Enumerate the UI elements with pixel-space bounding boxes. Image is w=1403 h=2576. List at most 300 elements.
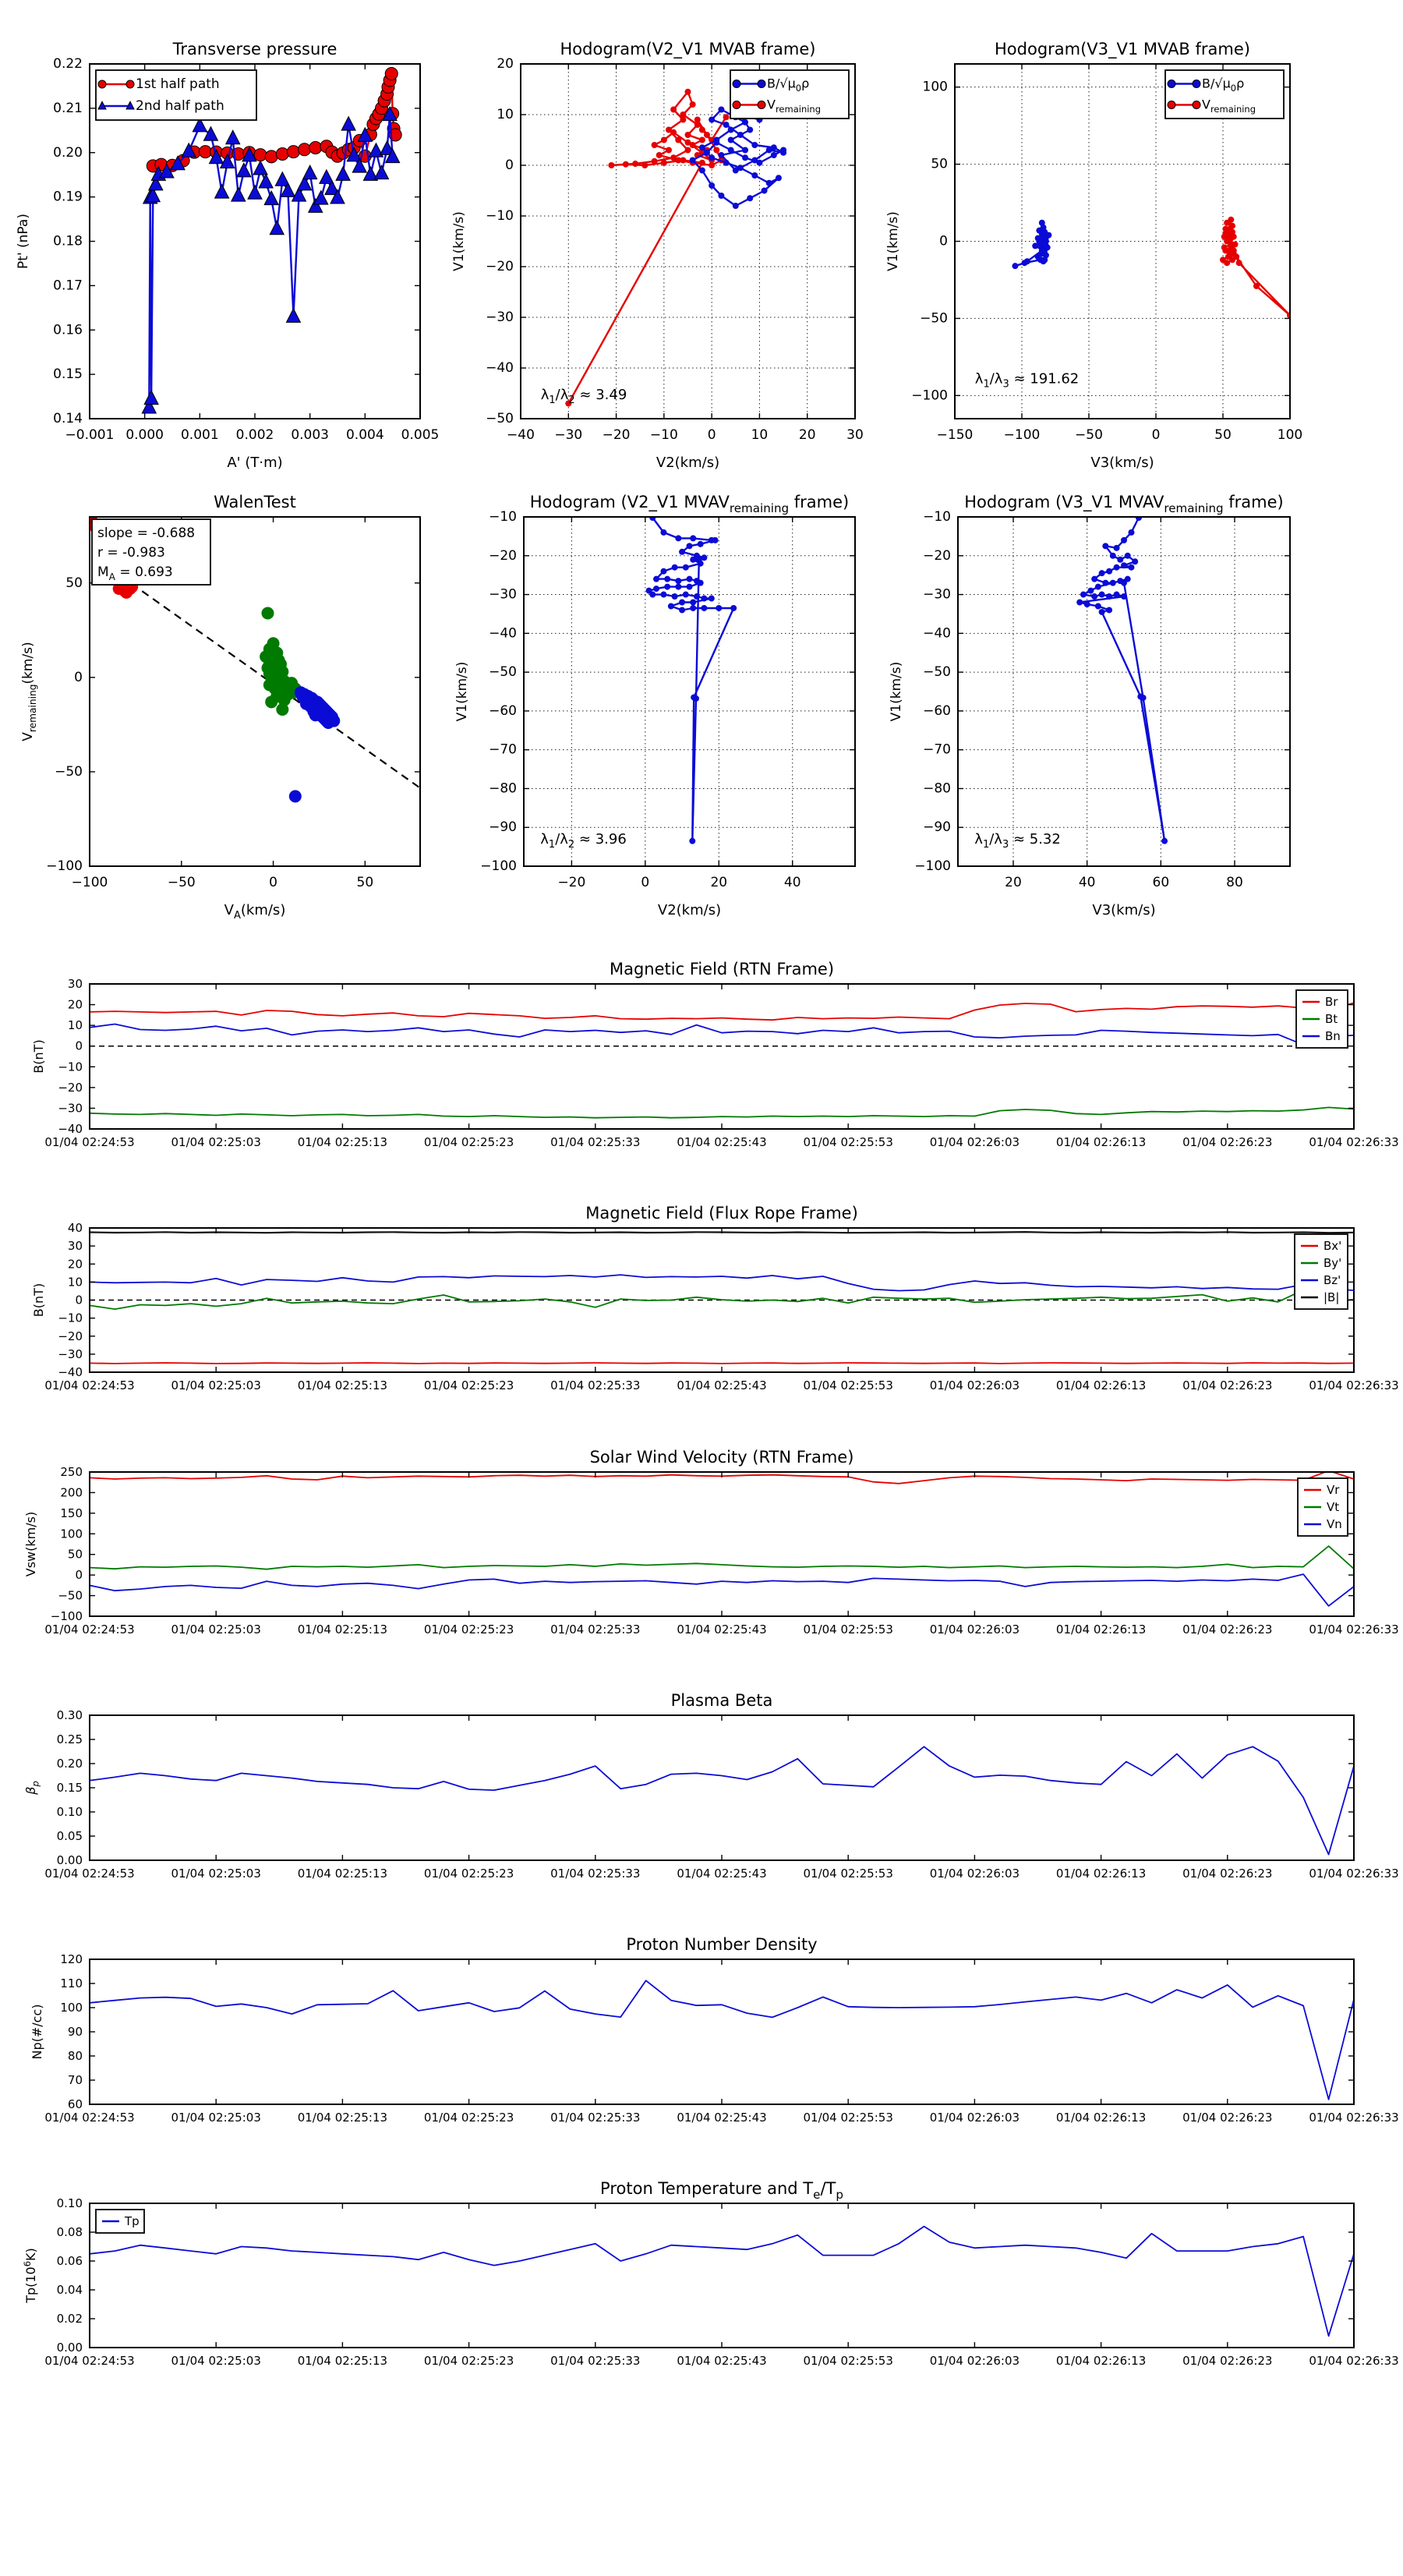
x-tick-label: 01/04 02:26:23: [1182, 1867, 1273, 1881]
y-axis-label: V1(km/s): [451, 211, 467, 271]
chart-proton-number-density-plot-area: [90, 1980, 1354, 2100]
x-axis-label: V3(km/s): [1092, 902, 1156, 918]
y-tick-label: 0.08: [56, 2225, 83, 2239]
x-tick-label: 01/04 02:26:13: [1055, 1867, 1147, 1881]
y-tick-label: −100: [480, 858, 517, 874]
x-tick-label: 01/04 02:26:13: [1055, 1378, 1147, 1392]
axes-frame: [90, 984, 1354, 1129]
chart-transverse-pressure-legend: [96, 70, 256, 120]
x-tick-label: 01/04 02:25:53: [803, 1867, 893, 1881]
x-tick-label: 01/04 02:26:23: [1182, 1378, 1273, 1392]
y-tick-label: −40: [58, 1365, 83, 1379]
series-beta-p: [90, 1746, 1354, 1854]
y-axis-label: $Tp(10^6K)$: [21, 2248, 38, 2303]
stats-textbox-line: r = -0.983: [97, 545, 165, 561]
chart-magnetic-field-fluxrope-legend: [1295, 1234, 1348, 1309]
x-tick-label: 01/04 02:26:23: [1182, 2111, 1273, 2125]
x-tick-label: 01/04 02:25:03: [171, 2111, 261, 2125]
y-tick-label: 0.04: [56, 2283, 83, 2297]
y-tick-label: 60: [67, 2097, 83, 2111]
y-tick-label: −50: [58, 1588, 83, 1603]
y-tick-label: 0: [75, 1568, 83, 1583]
chart-hodogram-v2v1-mvab-legend: [730, 70, 849, 119]
series-v-trajectory: [649, 518, 734, 841]
y-tick-label: 50: [65, 575, 83, 591]
chart-title: Proton Number Density: [626, 1935, 818, 1954]
chart-title: Proton Temperature and $T_e/T_p$: [600, 2179, 843, 2202]
y-tick-label: −50: [55, 763, 83, 780]
y-tick-label: 0.19: [53, 189, 83, 205]
x-tick-label: 01/04 02:26:23: [1182, 2354, 1273, 2368]
chart-solar-wind-velocity: [23, 1448, 1399, 1637]
y-tick-label: 0.16: [53, 322, 83, 338]
y-tick-label: −40: [923, 625, 951, 642]
y-tick-label: 0.22: [53, 56, 83, 72]
y-tick-label: 30: [67, 977, 83, 991]
x-tick-label: 40: [1078, 875, 1096, 890]
y-tick-label: 50: [67, 1547, 83, 1562]
chart-magnetic-field-rtn-legend: [1296, 990, 1348, 1048]
y-axis-label: $\beta_p$: [23, 1781, 41, 1795]
x-tick-label: 01/04 02:25:43: [677, 1867, 767, 1881]
chart-hodogram-v3v1-mvav-plot-area: [1076, 515, 1168, 844]
legend-label: Bz': [1323, 1273, 1341, 1287]
y-axis-label: Np(#/cc): [30, 2004, 44, 2060]
chart-title: Solar Wind Velocity (RTN Frame): [589, 1448, 854, 1467]
markers-v-trajectory: [646, 515, 737, 844]
y-tick-label: −10: [923, 509, 951, 525]
x-tick-label: −100: [71, 875, 108, 890]
chart-solar-wind-velocity-legend: [1298, 1478, 1348, 1536]
x-tick-label: 01/04 02:25:53: [803, 2354, 893, 2368]
x-tick-label: 01/04 02:26:13: [1055, 1622, 1147, 1637]
chart-plasma-beta-axes-ticks: [44, 1708, 1398, 1881]
y-tick-label: 0.10: [56, 1805, 83, 1819]
y-tick-label: 20: [497, 56, 514, 72]
legend-label: 2nd half path: [136, 98, 224, 114]
y-tick-label: 0.18: [53, 233, 83, 249]
y-tick-label: −80: [923, 780, 951, 797]
chart-solar-wind-velocity-plot-area: [90, 1470, 1354, 1605]
y-tick-label: 0.20: [53, 144, 83, 161]
x-tick-label: 01/04 02:26:33: [1309, 1378, 1399, 1392]
y-tick-label: 120: [60, 1952, 83, 1966]
chart-title: Hodogram (V2_V1 $MVAV_{remaining}$ frame): [529, 493, 850, 515]
y-tick-label: 0.05: [56, 1829, 83, 1843]
axes-frame: [90, 1715, 1354, 1860]
y-tick-label: −100: [911, 387, 948, 404]
series-bx-prime: [90, 1363, 1354, 1364]
x-tick-label: 80: [1226, 875, 1243, 890]
y-tick-label: 0.02: [56, 2312, 83, 2326]
x-tick-label: 01/04 02:26:03: [929, 1135, 1020, 1149]
y-tick-label: −100: [50, 1609, 83, 1623]
x-tick-label: 01/04 02:25:43: [677, 1135, 767, 1149]
series-fit-line: [99, 561, 420, 788]
x-tick-label: 20: [710, 875, 728, 890]
y-tick-label: 30: [67, 1239, 83, 1254]
legend-label: Bt: [1325, 1012, 1338, 1026]
y-tick-label: 0.15: [56, 1781, 83, 1795]
x-tick-label: 01/04 02:26:23: [1182, 1135, 1273, 1149]
y-axis-label: Pt' (nPa): [16, 214, 31, 269]
annotation: $\lambda_1/\lambda_3 \approx 191.62$: [974, 370, 1080, 391]
x-tick-label: 01/04 02:24:53: [44, 1622, 135, 1637]
x-tick-label: 0.001: [180, 427, 219, 443]
legend-label: Vt: [1327, 1500, 1340, 1514]
x-tick-label: 01/04 02:25:13: [297, 1378, 388, 1392]
y-tick-label: 50: [931, 156, 948, 172]
y-tick-label: 0: [939, 233, 948, 249]
chart-magnetic-field-rtn-plot-area: [90, 1003, 1354, 1117]
annotation: $\lambda_1/\lambda_2 \approx 3.49$: [540, 386, 627, 406]
y-tick-label: −80: [489, 780, 517, 797]
y-axis-label: V1(km/s): [454, 661, 470, 722]
x-tick-label: 01/04 02:25:43: [677, 2354, 767, 2368]
y-tick-label: 10: [67, 1275, 83, 1290]
x-tick-label: 01/04 02:25:03: [171, 1378, 261, 1392]
x-axis-label: A' (T·m): [227, 455, 283, 471]
x-tick-label: 01/04 02:25:53: [803, 1135, 893, 1149]
x-tick-label: 01/04 02:26:33: [1309, 1867, 1399, 1881]
x-tick-label: 01/04 02:26:33: [1309, 2111, 1399, 2125]
x-tick-label: 01/04 02:25:43: [677, 2111, 767, 2125]
x-tick-label: 01/04 02:26:23: [1182, 1622, 1273, 1637]
x-tick-label: 01/04 02:25:23: [423, 2354, 514, 2368]
legend-label: 1st half path: [136, 76, 220, 92]
stats-textbox-line: slope = -0.688: [97, 525, 196, 541]
x-tick-label: −30: [554, 427, 583, 443]
y-tick-label: −50: [486, 411, 514, 426]
y-tick-label: 110: [60, 1976, 83, 1990]
y-tick-label: 40: [67, 1221, 83, 1235]
x-tick-label: −50: [167, 875, 196, 890]
chart-transverse-pressure: [16, 40, 439, 471]
x-tick-label: 01/04 02:26:03: [929, 2111, 1020, 2125]
legend-label: Bn: [1325, 1029, 1341, 1043]
x-tick-label: 01/04 02:25:53: [803, 1378, 893, 1392]
markers-v-remaining: [1220, 217, 1293, 319]
x-tick-label: 01/04 02:26:13: [1055, 2354, 1147, 2368]
y-tick-label: −30: [58, 1346, 83, 1361]
y-tick-label: −60: [489, 702, 517, 719]
y-tick-label: −90: [923, 819, 951, 836]
x-tick-label: −10: [649, 427, 678, 443]
y-tick-label: 10: [67, 1018, 83, 1033]
chart-hodogram-v3v1-mvav-axes-ticks: [914, 509, 1290, 890]
y-tick-label: 100: [60, 2001, 83, 2015]
legend-label: Vr: [1327, 1483, 1340, 1497]
legend-label: $V_{remaining}$: [1202, 97, 1256, 115]
y-tick-label: 0.00: [56, 1853, 83, 1867]
y-tick-label: 0: [505, 157, 514, 173]
y-tick-label: 100: [60, 1527, 83, 1541]
chart-proton-temperature-axes-ticks: [44, 2196, 1398, 2368]
y-tick-label: −40: [486, 360, 514, 376]
chart-proton-temperature: [22, 2179, 1399, 2368]
x-tick-label: 10: [751, 427, 769, 443]
x-tick-label: 01/04 02:25:13: [297, 1622, 388, 1637]
x-axis-label: V2(km/s): [656, 455, 720, 471]
y-tick-label: −40: [489, 625, 517, 642]
x-tick-label: 60: [1152, 875, 1170, 890]
x-tick-label: 01/04 02:26:03: [929, 1378, 1020, 1392]
y-tick-label: 0.20: [56, 1757, 83, 1771]
legend-label: Bx': [1323, 1239, 1342, 1253]
chart-title: Plasma Beta: [670, 1691, 773, 1710]
y-axis-label: B(nT): [31, 1283, 46, 1318]
x-tick-label: 01/04 02:25:53: [803, 1622, 893, 1637]
x-tick-label: 40: [783, 875, 801, 890]
y-tick-label: −20: [58, 1329, 83, 1343]
y-tick-label: 0.25: [56, 1732, 83, 1746]
chart-proton-temperature-plot-area: [90, 2227, 1354, 2337]
y-axis-label: V1(km/s): [889, 661, 904, 722]
chart-walen-test: [20, 493, 420, 922]
x-tick-label: 01/04 02:24:53: [44, 2111, 135, 2125]
x-tick-label: 20: [798, 427, 816, 443]
y-tick-label: 0.30: [56, 1708, 83, 1722]
y-tick-label: −100: [46, 858, 83, 874]
legend-label: $B/√\mu_0\rho$: [767, 76, 810, 94]
y-tick-label: −10: [489, 509, 517, 525]
chart-magnetic-field-rtn-axes-ticks: [44, 977, 1398, 1149]
axes-frame: [90, 1472, 1354, 1616]
chart-magnetic-field-fluxrope-plot-area: [90, 1232, 1354, 1364]
axes-frame: [90, 2203, 1354, 2348]
y-tick-label: 0: [75, 1039, 83, 1053]
chart-plasma-beta-plot-area: [90, 1746, 1354, 1854]
y-tick-label: 0.00: [56, 2341, 83, 2355]
y-tick-label: −20: [58, 1080, 83, 1095]
chart-hodogram-v3v1-mvav: [889, 493, 1290, 918]
x-tick-label: 01/04 02:25:33: [550, 1867, 641, 1881]
y-tick-label: −30: [58, 1101, 83, 1116]
legend-label: Tp: [125, 2214, 140, 2228]
x-tick-label: 50: [1214, 427, 1232, 443]
axes-frame: [90, 1959, 1354, 2104]
series-vt: [90, 1546, 1354, 1569]
y-tick-label: 20: [67, 1257, 83, 1272]
y-axis-label: B(nT): [31, 1039, 46, 1074]
x-tick-label: 01/04 02:26:13: [1055, 2111, 1147, 2125]
y-tick-label: 0.21: [53, 100, 83, 116]
y-tick-label: −70: [489, 741, 517, 758]
x-tick-label: 01/04 02:25:23: [423, 1622, 514, 1637]
x-tick-label: 01/04 02:25:03: [171, 1867, 261, 1881]
x-tick-label: 01/04 02:25:33: [550, 1135, 641, 1149]
chart-hodogram-v2v1-mvab-plot-area: [565, 89, 786, 407]
markers-v-remaining: [565, 89, 729, 407]
chart-hodogram-v2v1-mvav-plot-area: [646, 515, 737, 844]
x-tick-label: 01/04 02:25:13: [297, 1135, 388, 1149]
x-tick-label: 01/04 02:25:33: [550, 1622, 641, 1637]
y-tick-label: 0: [75, 1293, 83, 1307]
chart-hodogram-v3v1-mvab-plot-area: [1012, 217, 1293, 319]
x-tick-label: 01/04 02:25:53: [803, 2111, 893, 2125]
chart-magnetic-field-fluxrope-axes-ticks: [44, 1221, 1398, 1392]
markers-last-third: [289, 686, 340, 802]
x-tick-label: −50: [1075, 427, 1103, 443]
x-tick-label: 01/04 02:26:03: [929, 1867, 1020, 1881]
chart-title: Magnetic Field (RTN Frame): [609, 960, 835, 978]
y-tick-label: 70: [67, 2073, 83, 2087]
x-tick-label: 01/04 02:24:53: [44, 1867, 135, 1881]
x-tick-label: 30: [846, 427, 864, 443]
markers-v-trajectory: [1076, 515, 1168, 844]
x-tick-label: 0: [641, 875, 650, 890]
y-tick-label: −70: [923, 741, 951, 758]
annotation: $\lambda_1/\lambda_2 \approx 3.96$: [540, 830, 627, 851]
legend-label: Br: [1325, 995, 1338, 1009]
x-tick-label: 01/04 02:25:03: [171, 1622, 261, 1637]
x-tick-label: 01/04 02:26:13: [1055, 1135, 1147, 1149]
series-bt: [90, 1107, 1354, 1117]
x-tick-label: 01/04 02:26:33: [1309, 1135, 1399, 1149]
chart-plasma-beta: [23, 1691, 1399, 1881]
axes-frame: [958, 517, 1290, 866]
series-bn: [90, 1024, 1354, 1046]
chart-title: Hodogram(V2_V1 MVAB frame): [560, 40, 816, 58]
y-tick-label: −20: [489, 547, 517, 564]
x-tick-label: −100: [1003, 427, 1041, 443]
series-bz-prime: [90, 1275, 1354, 1290]
legend-label: |B|: [1323, 1290, 1340, 1304]
x-tick-label: 01/04 02:24:53: [44, 1135, 135, 1149]
y-tick-label: −10: [58, 1311, 83, 1325]
chart-title: Magnetic Field (Flux Rope Frame): [585, 1204, 858, 1223]
x-tick-label: 01/04 02:25:23: [423, 2111, 514, 2125]
y-tick-label: 0.14: [53, 411, 83, 426]
x-tick-label: −0.001: [65, 427, 115, 443]
x-tick-label: −20: [557, 875, 586, 890]
y-tick-label: −30: [923, 586, 951, 603]
x-tick-label: 01/04 02:25:33: [550, 2111, 641, 2125]
legend-label: $V_{remaining}$: [767, 97, 822, 115]
chart-hodogram-v3v1-mvab: [885, 40, 1302, 471]
x-tick-label: 0.005: [401, 427, 440, 443]
x-tick-label: 01/04 02:25:13: [297, 2354, 388, 2368]
y-tick-label: −60: [923, 702, 951, 719]
y-tick-label: 100: [922, 79, 948, 95]
x-tick-label: 01/04 02:25:13: [297, 2111, 388, 2125]
y-tick-label: −100: [914, 858, 951, 874]
chart-solar-wind-velocity-axes-ticks: [44, 1465, 1398, 1637]
x-tick-label: 01/04 02:25:13: [297, 1867, 388, 1881]
chart-title: Hodogram(V3_V1 MVAB frame): [995, 40, 1250, 58]
x-tick-label: 0: [707, 427, 716, 443]
y-axis-label: Vsw(km/s): [23, 1511, 38, 1577]
y-tick-label: 250: [60, 1465, 83, 1479]
y-tick-label: 0.17: [53, 278, 83, 294]
y-tick-label: −30: [489, 586, 517, 603]
y-tick-label: 200: [60, 1485, 83, 1500]
x-axis-label: V2(km/s): [657, 902, 722, 918]
y-tick-label: 0: [74, 669, 83, 685]
stats-textbox-line: $M_A = 0.693$: [97, 564, 173, 582]
x-tick-label: −40: [507, 427, 535, 443]
y-tick-label: −20: [923, 547, 951, 564]
x-tick-label: −20: [602, 427, 631, 443]
chart-hodogram-v2v1-mvav: [454, 493, 855, 918]
chart-magnetic-field-rtn: [31, 960, 1399, 1149]
x-tick-label: 01/04 02:25:33: [550, 2354, 641, 2368]
series-tp: [90, 2227, 1354, 2337]
x-tick-label: 01/04 02:26:33: [1309, 1622, 1399, 1637]
x-tick-label: 01/04 02:25:03: [171, 2354, 261, 2368]
y-axis-label: $V_{remaining}(km/s)$: [20, 642, 38, 741]
chart-hodogram-v3v1-mvab-legend: [1165, 70, 1284, 119]
legend-label: Vn: [1327, 1517, 1342, 1531]
x-tick-label: 01/04 02:25:33: [550, 1378, 641, 1392]
y-tick-label: 0.06: [56, 2254, 83, 2268]
x-tick-label: 100: [1277, 427, 1303, 443]
chart-proton-number-density: [30, 1935, 1399, 2125]
x-tick-label: 0.004: [345, 427, 384, 443]
x-tick-label: 01/04 02:25:23: [423, 1135, 514, 1149]
series-vn: [90, 1574, 1354, 1606]
y-tick-label: 90: [67, 2025, 83, 2039]
chart-proton-temperature-legend: [96, 2210, 144, 2233]
x-tick-label: 01/04 02:25:03: [171, 1135, 261, 1149]
chart-title: WalenTest: [214, 493, 296, 511]
y-tick-label: 80: [67, 2049, 83, 2063]
x-axis-label: $V_A(km/s)$: [224, 902, 286, 922]
y-tick-label: −50: [489, 664, 517, 681]
x-tick-label: 0.003: [291, 427, 330, 443]
chart-hodogram-v2v1-mvav-axes-ticks: [480, 509, 855, 890]
x-tick-label: 50: [356, 875, 374, 890]
y-tick-label: 20: [67, 997, 83, 1012]
chart-title: Hodogram (V3_V1 $MVAV_{remaining}$ frame): [964, 493, 1284, 515]
y-tick-label: −50: [923, 664, 951, 681]
axes-frame: [524, 517, 855, 866]
y-tick-label: −20: [486, 259, 514, 274]
x-tick-label: 20: [1005, 875, 1022, 890]
y-axis-label: V1(km/s): [885, 211, 901, 271]
y-tick-label: 10: [497, 107, 514, 122]
x-tick-label: 01/04 02:24:53: [44, 2354, 135, 2368]
x-tick-label: 01/04 02:25:23: [423, 1378, 514, 1392]
chart-title: Transverse pressure: [172, 40, 337, 58]
chart-hodogram-v3v1-mvab-axes-ticks: [911, 64, 1302, 443]
y-tick-label: −50: [920, 310, 948, 327]
x-tick-label: 0: [1151, 427, 1161, 443]
series-br: [90, 1003, 1354, 1020]
x-tick-label: 01/04 02:26:03: [929, 1622, 1020, 1637]
x-tick-label: 0.002: [235, 427, 274, 443]
y-tick-label: 0.15: [53, 366, 83, 383]
x-tick-label: −150: [936, 427, 974, 443]
legend-label: $B/√\mu_0\rho$: [1202, 76, 1245, 94]
x-tick-label: 01/04 02:26:03: [929, 2354, 1020, 2368]
chart-hodogram-v2v1-mvab: [451, 40, 864, 471]
x-tick-label: 0: [269, 875, 277, 890]
x-tick-label: 0.000: [125, 427, 164, 443]
annotation: $\lambda_1/\lambda_3 \approx 5.32$: [974, 830, 1061, 851]
x-axis-label: V3(km/s): [1090, 455, 1154, 471]
y-tick-label: −10: [486, 208, 514, 224]
x-tick-label: 01/04 02:25:43: [677, 1622, 767, 1637]
x-tick-label: 01/04 02:24:53: [44, 1378, 135, 1392]
legend-label: By': [1323, 1256, 1342, 1270]
y-tick-label: −30: [486, 310, 514, 325]
chart-proton-number-density-axes-ticks: [44, 1952, 1398, 2125]
y-tick-label: −40: [58, 1122, 83, 1136]
y-tick-label: −10: [58, 1060, 83, 1074]
x-tick-label: 01/04 02:25:23: [423, 1867, 514, 1881]
y-tick-label: 150: [60, 1506, 83, 1520]
